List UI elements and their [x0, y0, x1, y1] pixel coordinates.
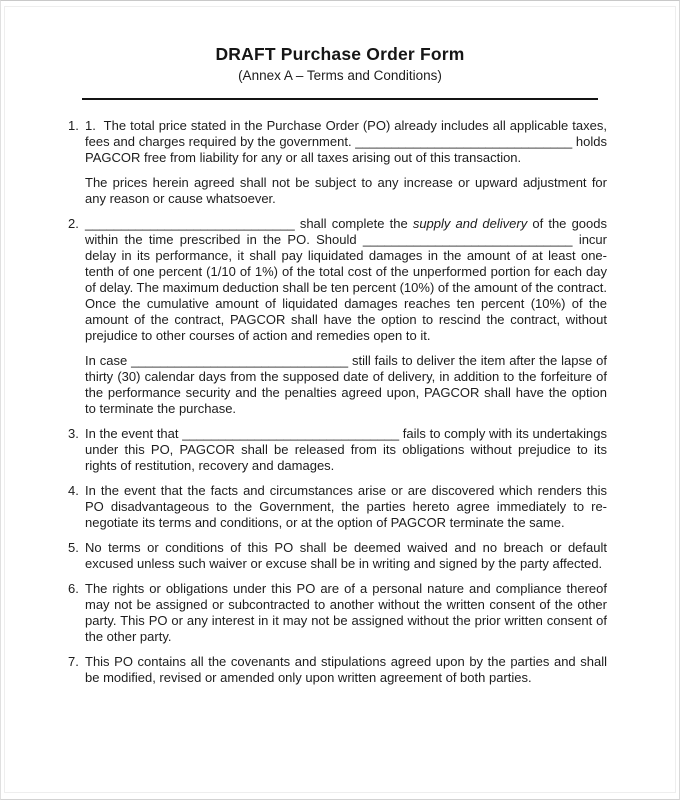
- paragraph: [85, 483, 607, 531]
- item-body: [85, 540, 607, 572]
- item-number: 2.: [68, 216, 79, 231]
- paragraph: [85, 426, 607, 474]
- paragraph: [85, 540, 607, 572]
- paragraph: [85, 581, 607, 645]
- item-number: 6.: [68, 581, 79, 596]
- text-run: 1. The total price stated in the Purchase Order (PO) already includes all applicable taxes, fees and charges required by the government. ______________________________ holds PAGCOR free from liability for any or all taxes arising out of this transaction.: [85, 118, 607, 165]
- list-item-4: [68, 483, 607, 531]
- paragraph: [85, 118, 607, 166]
- item-body: [85, 426, 607, 474]
- list-item-5: [68, 540, 607, 572]
- item-body: [85, 216, 607, 417]
- text-run: _____________________________ shall complete the: [85, 216, 413, 231]
- item-body: [85, 581, 607, 645]
- item-number: 5.: [68, 540, 79, 555]
- item-number: 4.: [68, 483, 79, 498]
- paragraph: [85, 654, 607, 686]
- text-run: In the event that ______________________________ fails to comply with its undertakings under this PO, PAGCOR shall be released from its obligations without prejudice to its rights of restitution, recovery and damages.: [85, 426, 607, 473]
- text-run: No terms or conditions of this PO shall be deemed waived and no breach or default excused unless such waiver or excuse shall be in writing and signed by the party affected.: [85, 540, 607, 571]
- item-body: [85, 118, 607, 207]
- list-item-7: [68, 654, 607, 686]
- paragraph: [85, 175, 607, 207]
- list-item-1: [68, 118, 607, 207]
- text-run: The rights or obligations under this PO are of a personal nature and compliance thereof may not be assigned or subcontracted to another without the written consent of the other party. This PO or any interest in it may not be assigned without the prior written consent of the other party.: [85, 581, 607, 644]
- item-body: [85, 483, 607, 531]
- paragraph: [85, 353, 607, 417]
- item-number: 1.: [68, 118, 79, 133]
- text-run: of the goods within the time prescribed in the PO. Should _____________________________ incur delay in its performance, it shall pay liquidated damages in the amount of at least one-tenth of one percent (1/10 of 1%) of the total cost of the unperformed portion for each day of delay. The maximum deduction shall be ten percent (10%) of the amount of the contract. Once the cumulative amount of liquidated damages reaches ten percent (10%) of the amount of the contract, PAGCOR shall have the option to rescind the contract, without prejudice to other courses of action and remedies open to it.: [85, 216, 607, 343]
- document-subtitle: (Annex A – Terms and Conditions): [238, 68, 442, 83]
- item-number: 7.: [68, 654, 79, 669]
- text-run: In the event that the facts and circumstances arise or are discovered which renders this PO disadvantageous to the Government, the parties hereto agree immediately to re-negotiate its terms and conditions, or at the option of PAGCOR terminate the same.: [85, 483, 607, 530]
- item-body: [85, 654, 607, 686]
- item-number: 3.: [68, 426, 79, 441]
- text-run: The prices herein agreed shall not be subject to any increase or upward adjustment for any reason or cause whatsoever.: [85, 175, 607, 206]
- title-divider: [82, 98, 598, 100]
- terms-and-conditions-list: [68, 118, 607, 686]
- list-item-3: [68, 426, 607, 474]
- list-item-2: [68, 216, 607, 417]
- list-item-6: [68, 581, 607, 645]
- paragraph: [85, 216, 607, 344]
- document-title: DRAFT Purchase Order Form: [215, 44, 465, 64]
- text-run: In case ______________________________ still fails to deliver the item after the lapse of thirty (30) calendar days from the supposed date of delivery, in addition to the forfeiture of the performance security and the penalties agreed upon, PAGCOR shall have the option to terminate the purchase.: [85, 353, 607, 416]
- text-run: This PO contains all the covenants and stipulations agreed upon by the parties and shall be modified, revised or amended only upon written agreement of both parties.: [85, 654, 607, 685]
- italic-text-run: supply and delivery: [412, 216, 528, 231]
